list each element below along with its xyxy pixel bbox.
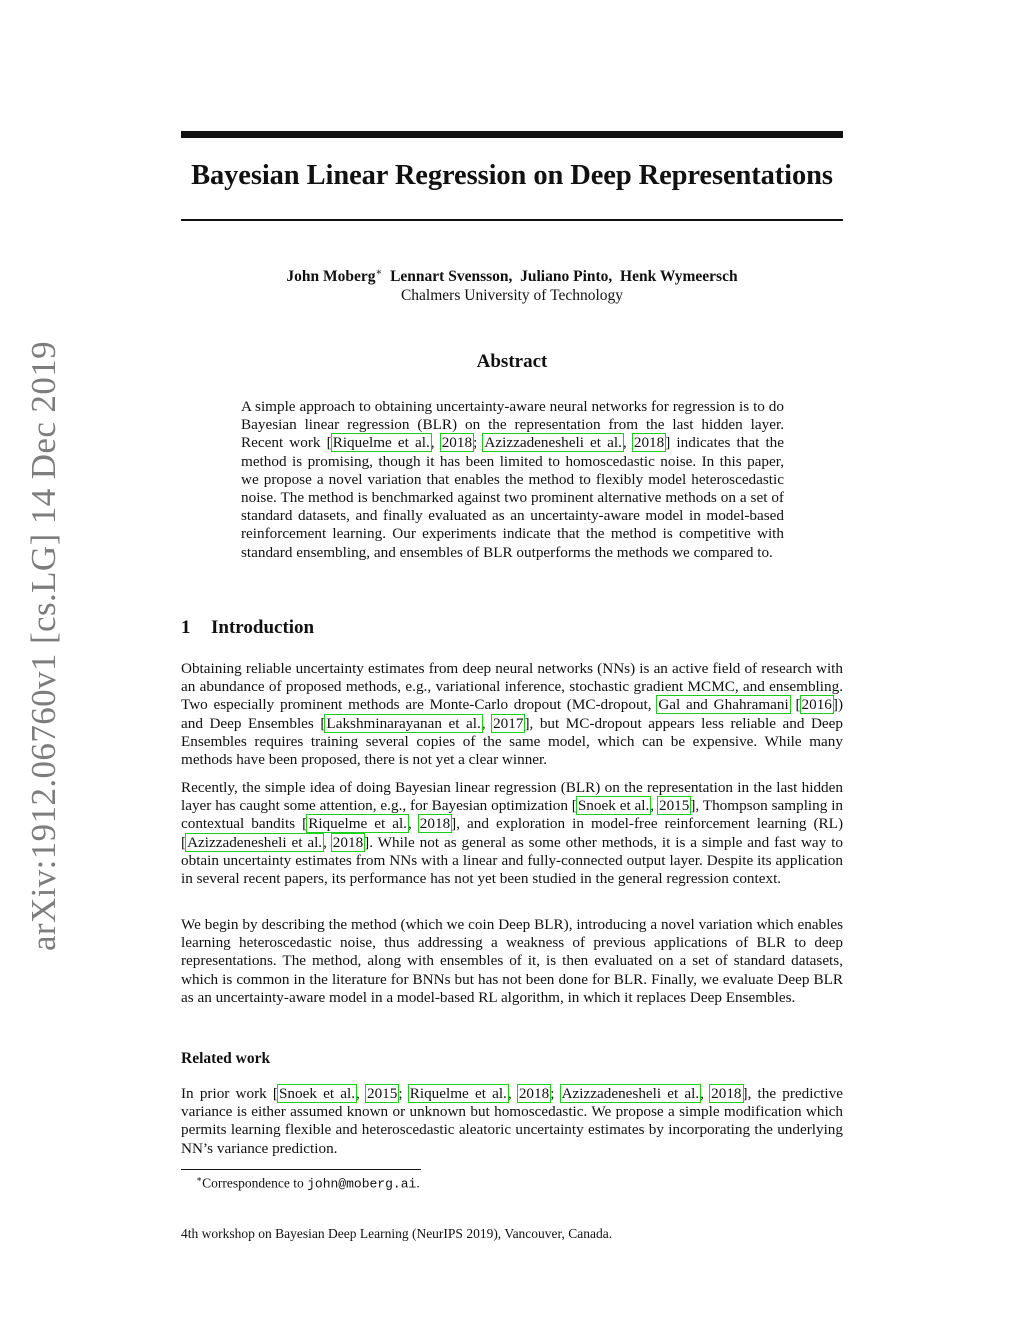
citation-link[interactable]: 2018 — [518, 1085, 550, 1102]
separator: , — [507, 1085, 518, 1102]
paragraph-text: Obtaining reliable uncertainty estimates from deep neural networks (NNs) is an active field of research with an abundance of proposed methods, e.g., variational inference, stochastic gradient MCMC, and ensembling. Two especially prominent methods are Monte-Carlo dropout (MC-dropout, — [181, 660, 843, 714]
affiliation: Chalmers University of Technology — [400, 287, 624, 304]
citation-link[interactable]: 2017 — [493, 714, 524, 732]
paragraph-text: ], the predictive variance is either assumed known or unknown but homoscedastic. We propose a simple modification which permits learning flexible and heteroscedastic aleatoric uncertainty estimates by incorporating the underlying NN’s variance prediction. — [181, 1085, 843, 1157]
separator: , — [700, 1085, 711, 1102]
footnote — [196, 1174, 420, 1192]
intro-paragraph-1 — [181, 660, 843, 769]
separator: ; — [398, 1085, 409, 1102]
paragraph-text: ]) and Deep Ensembles [ — [181, 696, 844, 732]
citation-link[interactable]: Riquelme et al. — [409, 1085, 507, 1102]
separator: , — [323, 833, 332, 851]
citation-link[interactable]: Riquelme et al. — [308, 815, 407, 833]
paragraph-text: Recently, the simple idea of doing Bayesian linear regression (BLR) on the representation in the last hidden layer has caught some attention, e.g., for Bayesian optimization [ — [181, 779, 843, 815]
arxiv-stamp-text: arXiv:1912.06760v1 [cs.LG] 14 Dec 2019 — [24, 340, 63, 952]
footnote-text: Correspondence to — [202, 1175, 308, 1191]
citation-link[interactable]: Azizzadenesheli et al. — [561, 1085, 700, 1102]
separator: , — [356, 1085, 366, 1102]
paragraph-text: In prior work [ — [181, 1085, 278, 1102]
citation-link[interactable]: Snoek et al. — [278, 1085, 355, 1102]
section-title: Introduction — [211, 617, 315, 638]
paper-title: Bayesian Linear Regression on Deep Representations — [191, 160, 833, 191]
separator: , — [407, 815, 419, 833]
author-list — [181, 267, 843, 286]
paragraph-text: ], and exploration in model-free reinforcement learning (RL) [ — [181, 815, 844, 851]
citation-link[interactable]: Gal and Ghahramani — [658, 696, 789, 714]
title-rule-bottom — [181, 219, 843, 221]
citation-link[interactable]: 2018 — [332, 833, 364, 851]
citation-link[interactable]: Azizzadenesheli et al. — [484, 434, 622, 452]
abstract-text: A simple approach to obtaining uncertainty-aware neural networks for regression is to do Bayesian linear regression (BLR) on the representation from the last hidden layer. Recent work [ — [241, 398, 784, 452]
paragraph-text: ], but MC-dropout appears less reliable and Deep Ensembles requires training several copies of the same model, which can be expensive. While many methods have been proposed, there is not yet a clear winner. — [181, 714, 844, 769]
intro-paragraph-3: We begin by describing the method (which we coin Deep BLR), introducing a novel variation which enables learning heteroscedastic noise, thus addressing a weakness of previous applications of BLR to deep representations. The method, along with ensembles of it, is then evaluated on a set of standard datasets, which is common in the literature for BNNs but has not been done for BLR. Finally, we evaluate Deep BLR as an uncertainty-aware model in a model-based RL algorithm, in which it replaces Deep Ensembles. — [181, 916, 843, 1006]
citation-link[interactable]: Riquelme et al. — [332, 434, 430, 452]
venue-note: 4th workshop on Bayesian Deep Learning (NeurIPS 2019), Vancouver, Canada. — [181, 1226, 613, 1241]
separator: , — [430, 434, 441, 452]
abstract-body — [241, 398, 784, 562]
citation-link[interactable]: 2015 — [366, 1085, 398, 1102]
footnote-email[interactable]: john@moberg.ai — [307, 1176, 417, 1192]
separator: , — [650, 797, 658, 815]
separator: ; — [473, 434, 484, 452]
citation-link[interactable]: Lakshminarayanan et al. — [326, 714, 481, 732]
citation-link[interactable]: 2018 — [441, 434, 473, 452]
citation-link[interactable]: 2018 — [633, 434, 665, 452]
intro-paragraph-2 — [181, 779, 843, 888]
citation-link[interactable]: 2018 — [419, 815, 451, 833]
citation-link[interactable]: 2015 — [658, 797, 690, 815]
related-work-heading: Related work — [181, 1050, 271, 1067]
section-number: 1 — [181, 617, 191, 638]
separator: ; — [550, 1085, 561, 1102]
author-footnote-mark[interactable]: ∗ — [375, 267, 383, 278]
author-first: John Moberg — [286, 268, 376, 286]
separator: , — [622, 434, 633, 452]
title-rule-top — [181, 131, 843, 138]
footnote-mark: ∗ — [196, 1174, 203, 1184]
separator: , — [481, 714, 493, 732]
author-rest: Lennart Svensson, Juliano Pinto, Henk Wymeersch — [382, 268, 738, 286]
footnote-end: . — [416, 1175, 420, 1191]
citation-link[interactable]: 2018 — [711, 1085, 742, 1102]
citation-link[interactable]: Azizzadenesheli et al. — [187, 833, 323, 851]
section-heading-introduction — [181, 617, 314, 639]
related-work-paragraph — [181, 1085, 843, 1158]
paragraph-text: ], Thompson sampling in contextual bandits [ — [181, 797, 844, 833]
abstract-heading: Abstract — [476, 351, 548, 372]
footnote-rule — [181, 1169, 421, 1170]
citation-link[interactable]: Snoek et al. — [577, 797, 650, 815]
citation-link[interactable]: 2016 — [801, 696, 832, 714]
separator: [ — [789, 696, 801, 714]
abstract-text: ] indicates that the method is promising, though it has been limited to homoscedastic noise. In this paper, we propose a novel variation that enables the method to flexibly model heteroscedastic noise. The method is benchmarked against two prominent alternative methods on a set of standard datasets, and finally evaluated as an uncertainty-aware model in model-based reinforcement learning. Our experiments indicate that the method is competitive with standard ensembling, and ensembles of BLR outperforms the methods we compared to. — [241, 434, 784, 561]
paragraph-text: ]. While not as general as some other methods, it is a simple and fast way to obtain uncertainty estimates from NNs with a linear and fully-connected output layer. Despite its application in several recent papers, its performance has not yet been studied in the general regression context. — [181, 833, 843, 888]
